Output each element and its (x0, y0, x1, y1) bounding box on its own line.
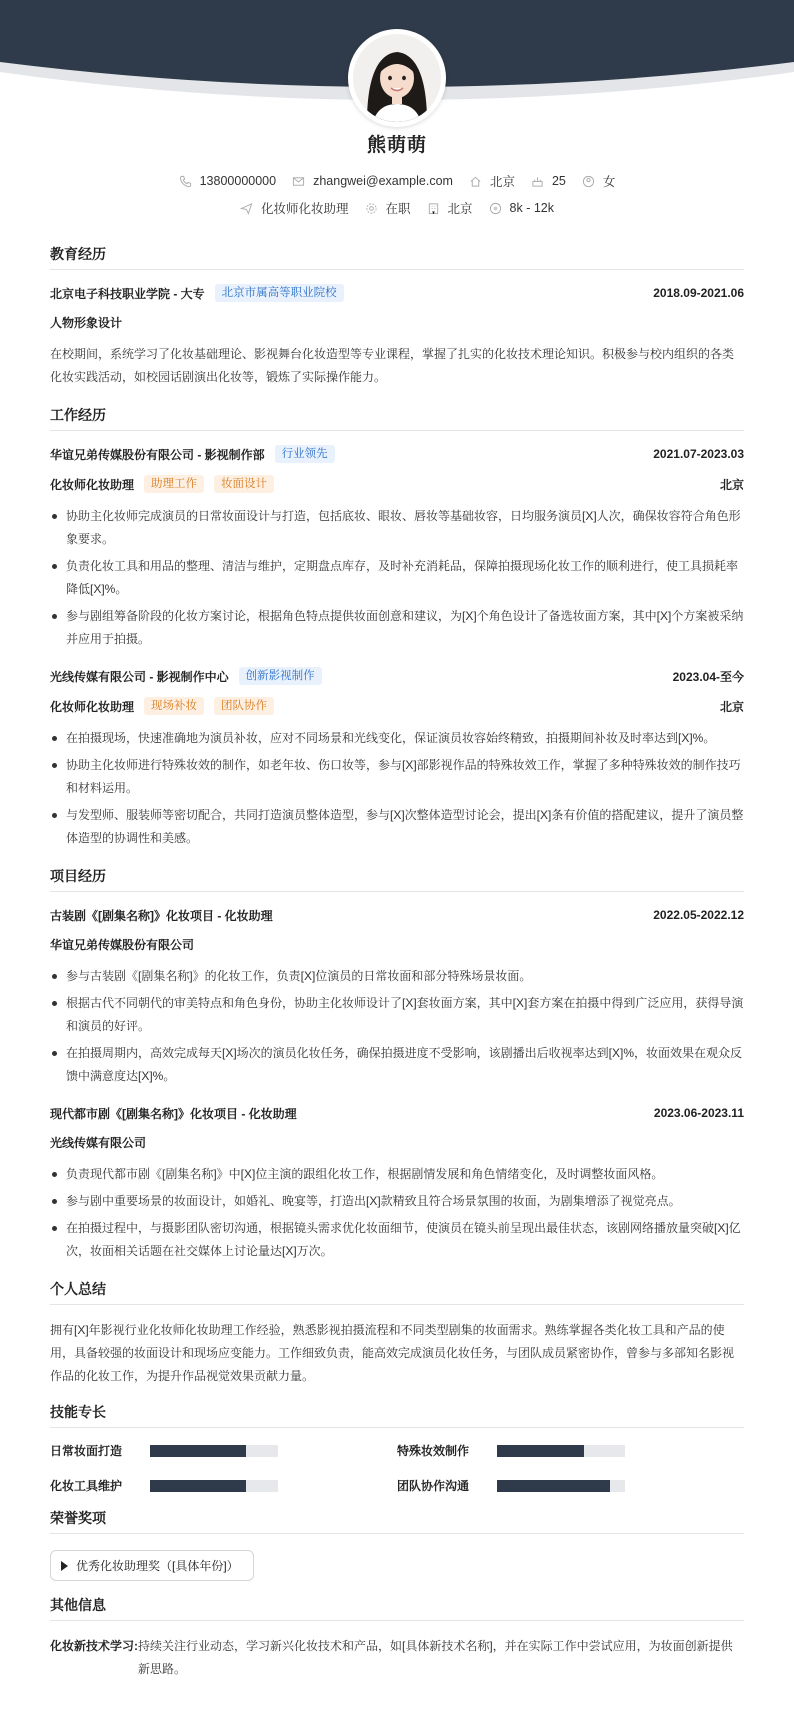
role-tag: 助理工作 (144, 475, 204, 493)
other-item (50, 1635, 744, 1681)
section-title: 荣誉奖项 (50, 1508, 744, 1534)
skill-bar-fill (150, 1445, 246, 1457)
section-title: 教育经历 (50, 244, 744, 270)
projects-section (50, 866, 744, 1263)
resume-content (50, 244, 744, 1695)
entry-date: 2023.06-2023.11 (653, 1106, 744, 1120)
position-item (240, 199, 349, 217)
gear-icon (365, 202, 378, 215)
entry-date: 2018.09-2021.06 (653, 286, 744, 300)
intent-city-item (427, 199, 473, 217)
building-icon (427, 202, 440, 215)
project-company: 华谊兄弟传媒股份有限公司 (50, 938, 195, 952)
city-item (469, 172, 515, 190)
honors-section (50, 1508, 744, 1581)
skill-bar-fill (497, 1480, 610, 1492)
gender-text: 女 (602, 175, 616, 189)
entry-header (50, 1104, 744, 1122)
other-key: 化妆新技术学习: (50, 1639, 138, 1653)
company-name: 光线传媒有限公司 - 影视制作中心 (50, 669, 229, 684)
summary-text: 拥有[X]年影视行业化妆师化妆助理工作经验，熟悉影视拍摄流程和不同类型剧集的妆面需求。熟练掌握各类化妆工具和产品的使用，具备较强的妆面设计和现场应变能力。工作细致负责，能高效完成演员化妆任务，与团队成员紧密协作，曾参与多部知名影视作品的化妆工作，为提升作品视觉效果贡献力量。 (50, 1323, 735, 1383)
bullet-item: 在拍摄周期内，高效完成每天[X]场次的演员化妆任务，确保拍摄进度不受影响，该剧播出后收视率达到[X]%，妆面效果在观众反馈中满意度达[X]%。 (50, 1042, 744, 1088)
section-title: 项目经历 (50, 866, 744, 892)
entry-date: 2021.07-2023.03 (653, 447, 744, 461)
bullet-list (50, 965, 744, 1088)
project-company: 光线传媒有限公司 (50, 1136, 147, 1150)
status-item (365, 199, 411, 217)
avatar (348, 29, 446, 127)
bullet-item: 协助主化妆师进行特殊妆效的制作，如老年妆、伤口妆等，参与[X]部影视作品的特殊妆效工作，掌握了多种特殊妆效的制作技巧和材料运用。 (50, 754, 744, 800)
bullet-item: 在拍摄现场，快速准确地为演员补妆，应对不同场景和光线变化，保证演员妆容始终精致，拍摄期间补妆及时率达到[X]%。 (50, 727, 744, 750)
bullet-item: 负责化妆工具和用品的整理、清洁与维护，定期盘点库存，及时补充消耗品，保障拍摄现场化妆工作的顺利进行，使工具损耗率降低[X]%。 (50, 555, 744, 601)
skill-item (397, 1477, 744, 1494)
mail-icon (292, 175, 305, 188)
skills-grid (50, 1442, 744, 1494)
education-entry (50, 284, 744, 389)
role-line (50, 697, 744, 715)
bullet-item: 与发型师、服装师等密切配合，共同打造演员整体造型，参与[X]次整体造型讨论会，提出[X]条有价值的搭配建议，提升了演员整体造型的协调性和美感。 (50, 804, 744, 850)
position-text: 化妆师化妆助理 (260, 202, 349, 216)
caret-right-icon (61, 1561, 68, 1571)
phone-item (179, 172, 276, 190)
skill-item (50, 1442, 397, 1459)
skills-section (50, 1402, 744, 1494)
bullet-item: 根据古代不同朝代的审美特点和角色身份，协助主化妆师设计了[X]套妆面方案，其中[X]套方案在拍摄中得到广泛应用，获得导演和演员的好评。 (50, 992, 744, 1038)
project-name: 古装剧《[剧集名称]》化妆项目 - 化妆助理 (50, 908, 273, 923)
other-value: 持续关注行业动态，学习新兴化妆技术和产品，如[具体新技术名称]，并在实际工作中尝试应用，为妆面创新提供新思路。 (138, 1639, 733, 1676)
section-title: 个人总结 (50, 1279, 744, 1305)
other-section (50, 1595, 744, 1681)
school-tag: 北京市属高等职业院校 (215, 284, 344, 302)
cake-icon (531, 175, 544, 188)
skill-item (50, 1477, 397, 1494)
bullet-item: 参与古装剧《[剧集名称]》的化妆工作，负责[X]位演员的日常妆面和部分特殊场景妆面。 (50, 965, 744, 988)
salary-text: 8k - 12k (509, 201, 554, 215)
company-name: 华谊兄弟传媒股份有限公司 - 影视制作部 (50, 447, 265, 462)
age-item (531, 172, 566, 190)
project-name: 现代都市剧《[剧集名称]》化妆项目 - 化妆助理 (50, 1106, 297, 1121)
bullet-item: 参与剧中重要场景的妆面设计，如婚礼、晚宴等，打造出[X]款精致且符合场景氛围的妆面，为剧集增添了视觉亮点。 (50, 1190, 744, 1213)
entry-date: 2022.05-2022.12 (653, 908, 744, 922)
section-title: 工作经历 (50, 405, 744, 431)
age-text: 25 (551, 174, 566, 188)
status-text: 在职 (385, 202, 411, 216)
section-title: 其他信息 (50, 1595, 744, 1621)
entry-header (50, 284, 744, 302)
company-tag: 行业领先 (275, 445, 335, 463)
salary-item (489, 199, 554, 217)
skill-label: 化妆工具维护 (50, 1479, 123, 1493)
entry-header (50, 445, 744, 463)
bullet-item: 负责现代都市剧《[剧集名称]》中[X]位主演的跟组化妆工作，根据剧情发展和角色情绪变化，及时调整妆面风格。 (50, 1163, 744, 1186)
role-city: 北京 (719, 699, 744, 714)
award-text: 优秀化妆助理奖（[具体年份]） (76, 1559, 239, 1573)
skill-bar-fill (150, 1480, 246, 1492)
skill-bar (497, 1445, 625, 1457)
school-name: 北京电子科技职业学院 - 大专 (50, 286, 205, 301)
city-text: 北京 (489, 175, 515, 189)
skill-label: 特殊妆效制作 (397, 1444, 470, 1458)
role-tag: 妆面设计 (214, 475, 274, 493)
education-desc: 在校期间，系统学习了化妆基础理论、影视舞台化妆造型等专业课程，掌握了扎实的化妆技术理论知识。积极参与校内组织的各类化妆实践活动，如校园话剧演出化妆等，锻炼了实际操作能力。 (50, 347, 735, 384)
bullet-item: 参与剧组筹备阶段的化妆方案讨论，根据角色特点提供妆面创意和建议，为[X]个角色设计了备选妆面方案，其中[X]个方案被采纳并应用于拍摄。 (50, 605, 744, 651)
project-entry (50, 906, 744, 1088)
role-name: 化妆师化妆助理 (50, 477, 135, 492)
skill-bar (150, 1480, 278, 1492)
phone-text: 13800000000 (199, 174, 277, 188)
user-icon (582, 175, 595, 188)
work-entry (50, 667, 744, 850)
role-city: 北京 (719, 477, 744, 492)
phone-icon (179, 175, 192, 188)
education-section (50, 244, 744, 389)
intent-row (0, 199, 794, 217)
company-tag: 创新影视制作 (239, 667, 322, 685)
intent-city-text: 北京 (447, 202, 473, 216)
skill-bar (497, 1480, 625, 1492)
entry-header (50, 667, 744, 685)
award-item[interactable] (50, 1550, 254, 1581)
entry-header (50, 906, 744, 924)
coin-icon (489, 202, 502, 215)
bullet-list (50, 505, 744, 651)
role-tag: 团队协作 (214, 697, 274, 715)
skill-bar-fill (497, 1445, 584, 1457)
summary-section (50, 1279, 744, 1388)
entry-date: 2023.04-至今 (672, 669, 744, 684)
skill-label: 团队协作沟通 (397, 1479, 470, 1493)
bullet-list (50, 727, 744, 850)
project-entry (50, 1104, 744, 1263)
section-title: 技能专长 (50, 1402, 744, 1428)
role-name: 化妆师化妆助理 (50, 699, 135, 714)
major-name: 人物形象设计 (50, 316, 123, 330)
role-line (50, 475, 744, 493)
gender-item (582, 172, 616, 190)
work-section (50, 405, 744, 850)
work-entry (50, 445, 744, 651)
role-tag: 现场补妆 (144, 697, 204, 715)
bullet-item: 在拍摄过程中，与摄影团队密切沟通，根据镜头需求优化妆面细节，使演员在镜头前呈现出最佳状态，该剧网络播放量突破[X]亿次，妆面相关话题在社交媒体上讨论量达[X]万次。 (50, 1217, 744, 1263)
bullet-list (50, 1163, 744, 1263)
email-item (292, 172, 453, 190)
skill-label: 日常妆面打造 (50, 1444, 123, 1458)
email-text: zhangwei@example.com (313, 174, 453, 188)
home-icon (469, 175, 482, 188)
skill-item (397, 1442, 744, 1459)
candidate-name: 熊萌萌 (366, 135, 427, 156)
send-icon (240, 202, 253, 215)
bullet-item: 协助主化妆师完成演员的日常妆面设计与打造，包括底妆、眼妆、唇妆等基础妆容，日均服务演员[X]人次，确保妆容符合角色形象要求。 (50, 505, 744, 551)
contact-row (0, 172, 794, 190)
skill-bar (150, 1445, 278, 1457)
